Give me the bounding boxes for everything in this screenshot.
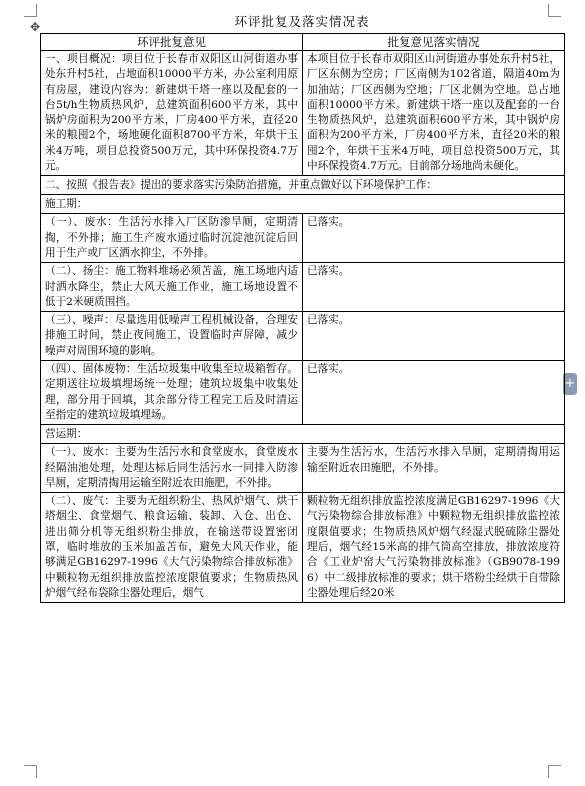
construction-noise-cell[interactable]: （三）、噪声：尽量选用低噪声工程机械设备，合理安排施工时间，禁止夜间施工，设置临时声屏障，减少噪声对周围环境的影响。 (41, 312, 303, 361)
add-column-handle-icon[interactable]: + (563, 373, 577, 395)
header-implementation-status: 批复意见落实情况 (303, 34, 565, 51)
operation-wastewater-status[interactable]: 主要为生活污水，生活污水排入旱厕，定期清掏用运输至附近农田施肥，不外排。 (303, 444, 565, 493)
table-row (41, 312, 565, 361)
table-row (41, 214, 565, 263)
operation-wastewater-cell[interactable]: （一）、废水：主要为生活污水和食堂废水，食堂废水经隔油池处理，处理达标后同生活污水一同排入防渗旱厕，定期清掏用运输至附近农田施肥，不外排。 (41, 444, 303, 493)
table-row (41, 51, 565, 176)
table-row (41, 361, 565, 425)
page-corner-mark (24, 765, 37, 778)
page-title: 环评批复及落实情况表 (234, 14, 370, 29)
table-move-handle-icon[interactable]: ✥ (29, 20, 41, 34)
construction-solid-waste-cell[interactable]: （四）、固体废物：生活垃圾集中收集至垃圾箱暂存。定期送往垃圾填埋场统一处理；建筑垃圾集中收集处理，部分用于回填，其余部分待工程完工后及时清运至指定的建筑垃圾填埋场。 (41, 361, 303, 425)
construction-solid-waste-status[interactable]: 已落实。 (303, 361, 565, 425)
page-corner-mark (24, 4, 37, 17)
operation-period-heading[interactable]: 营运期： (41, 425, 565, 444)
approval-table (40, 33, 565, 603)
table-header-row (41, 34, 565, 51)
table-row (41, 176, 565, 195)
construction-period-heading[interactable]: 施工期： (41, 195, 565, 214)
table-row (41, 195, 565, 214)
construction-noise-status[interactable]: 已落实。 (303, 312, 565, 361)
operation-exhaust-gas-cell[interactable]: （二）、废气：主要为无组织粉尘、热风炉烟气、烘干塔烟尘、食堂烟气、粮食运输、装卸、入仓、出仓、进出筛分机等无组织粉尘排放，在输送带设置密闭罩，临时堆放的玉米加盖苫布，避免大风天作业，能够满足GB16297-1996《大气污染物综合排放标准》中颗粒物无组织排放监控浓度限值要求；生物质热风炉烟气经布袋除尘器处理后，烟气 (41, 493, 303, 603)
operation-exhaust-gas-status[interactable]: 颗粒物无组织排放监控浓度满足GB16297-1996《大气污染物综合排放标准》中颗粒物无组织排放监控浓度限值要求；生物质热风炉烟气经湿式脱硫除尘器处理后，烟气经15米高的排气筒高空排放，排放浓度符合《工业炉窑大气污染物排放标准》（GB9078-1996）中二级排放标准的要求；烘干塔粉尘经烘干自带除尘器处理后经20米 (303, 493, 565, 603)
construction-dust-status[interactable]: 已落实。 (303, 263, 565, 312)
header-approval-opinion: 环评批复意见 (41, 34, 303, 51)
overview-status-cell[interactable]: 本项目位于长春市双阳区山河街道办事处东升村5社，厂区东侧为空房；厂区南侧为102省道，隔道40m为加油站；厂区西侧为空地；厂区北侧为空地。总占地面积10000平方米。新建烘干塔一座以及配套的一台生物质热风炉，总建筑面积600平方米，其中锅炉房面积为200平方米，厂房400平方米，直径20米的粮囤2个，年烘干玉米4万吨，项目总投资500万元，其中环保投资4.7万元。目前部分场地尚未硬化。 (303, 51, 565, 176)
table-row (41, 444, 565, 493)
table-row (41, 425, 565, 444)
table-row (41, 493, 565, 603)
page-corner-mark (548, 765, 561, 778)
table-row (41, 263, 565, 312)
construction-dust-cell[interactable]: （二）、扬尘：施工物料堆场必须苫盖，施工场地内适时洒水降尘，禁止大风天施工作业，施工场地设置不低于2米硬质围挡。 (41, 263, 303, 312)
overview-approval-cell[interactable]: 一、项目概况：项目位于长春市双阳区山河街道办事处东升村5社，占地面积10000平方米，办公室利用原有房屋，建设内容为：新建烘干塔一座以及配套的一台5t/h生物质热风炉，总建筑面积600平方米，其中锅炉房面积为200平方米，厂房400平方米，直径20米的粮囤2个，场地硬化面积8700平方米，年烘干玉米4万吨，项目总投资500万元，其中环保投资4.7万元。 (41, 51, 303, 176)
section-two-heading[interactable]: 二、按照《报告表》提出的要求落实污染防治措施，并重点做好以下环境保护工作： (41, 176, 565, 195)
construction-wastewater-cell[interactable]: （一）、废水：生活污水排入厂区防渗旱厕，定期清掏，不外排；施工生产废水通过临时沉淀池沉淀后回用于生产或厂区洒水抑尘，不外排。 (41, 214, 303, 263)
construction-wastewater-status[interactable]: 已落实。 (303, 214, 565, 263)
